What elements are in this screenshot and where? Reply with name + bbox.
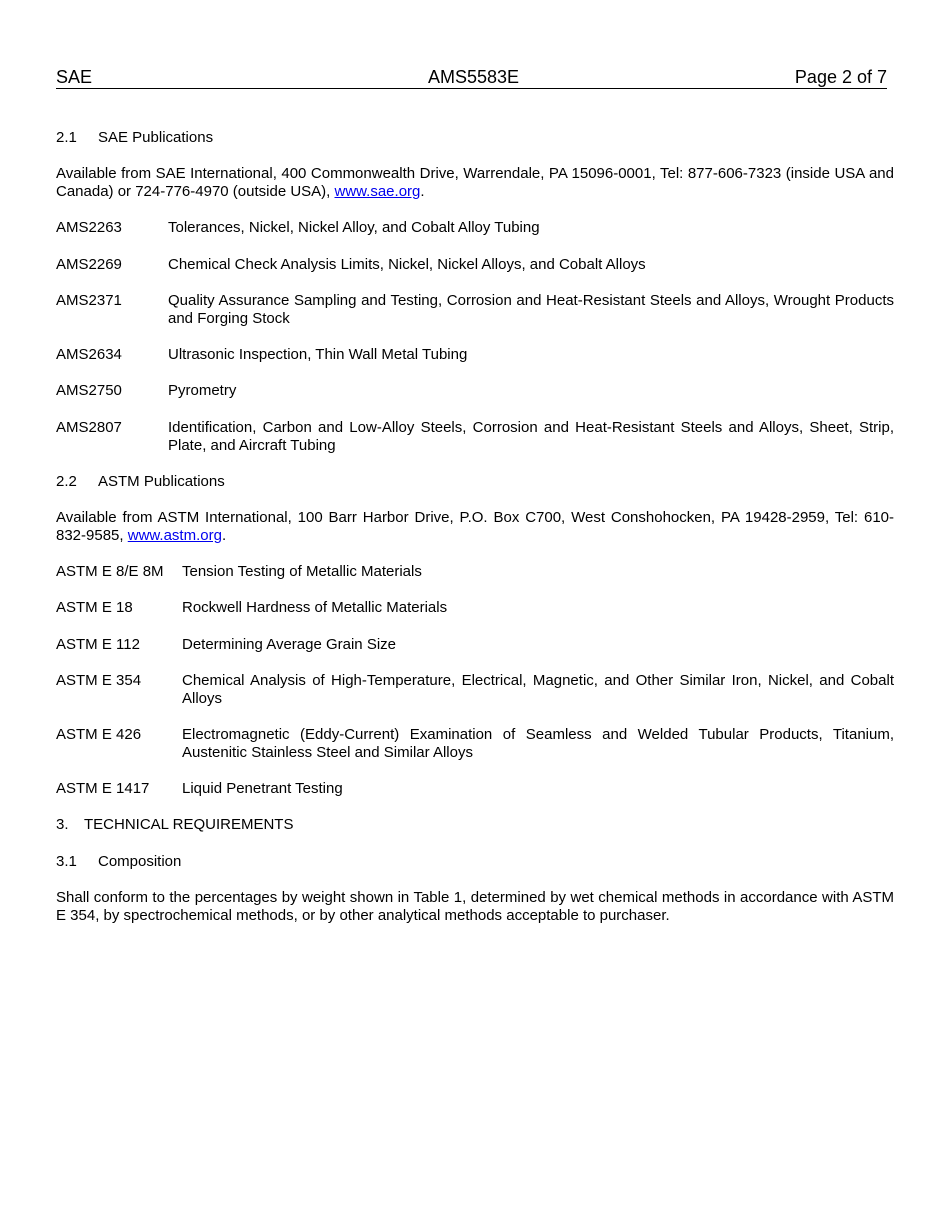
reference-code: AMS2371 bbox=[56, 292, 122, 309]
sae-website-link[interactable]: www.sae.org bbox=[334, 183, 421, 200]
section-heading-3 bbox=[56, 816, 293, 834]
reference-title: Chemical Analysis of High-Temperature, Electrical, Magnetic, and Other Similar Iron, Nickel, and Cobalt Alloys bbox=[182, 672, 894, 707]
reference-code: AMS2750 bbox=[56, 382, 122, 399]
astm-website-link[interactable]: www.astm.org bbox=[127, 527, 222, 544]
page-header bbox=[56, 67, 887, 89]
reference-title: Tension Testing of Metallic Materials bbox=[182, 563, 422, 580]
reference-title: Liquid Penetrant Testing bbox=[182, 780, 343, 797]
reference-title: Determining Average Grain Size bbox=[182, 636, 396, 653]
section-number: 3. bbox=[56, 816, 69, 833]
reference-title: Tolerances, Nickel, Nickel Alloy, and Cobalt Alloy Tubing bbox=[168, 219, 540, 236]
header-page-number: Page 2 of 7 bbox=[794, 67, 887, 87]
reference-title: Chemical Check Analysis Limits, Nickel, Nickel Alloys, and Cobalt Alloys bbox=[168, 256, 646, 273]
section-number: 2.1 bbox=[56, 129, 77, 146]
reference-title: Identification, Carbon and Low-Alloy Steels, Corrosion and Heat-Resistant Steels and Alloys, Sheet, Strip, Plate, and Aircraft Tubing bbox=[168, 419, 894, 454]
reference-title: Pyrometry bbox=[168, 382, 237, 399]
header-doc-number: AMS5583E bbox=[428, 67, 520, 87]
reference-title: Electromagnetic (Eddy-Current) Examination of Seamless and Welded Tubular Products, Titanium, Austenitic Stainless Steel and Similar Alloys bbox=[182, 726, 894, 761]
section-title: TECHNICAL REQUIREMENTS bbox=[84, 816, 294, 833]
reference-code: AMS2634 bbox=[56, 346, 122, 363]
reference-code: ASTM E 1417 bbox=[56, 780, 150, 797]
reference-code: ASTM E 8/E 8M bbox=[56, 563, 164, 580]
section-title: SAE Publications bbox=[98, 129, 214, 146]
section-heading-2-1 bbox=[56, 129, 213, 147]
sae-availability-text: Available from SAE International, 400 Commonwealth Drive, Warrendale, PA 15096-0001, Tel: 877-606-7323 (inside USA and Canada) or 724-776-4970 (outside USA), bbox=[56, 165, 894, 200]
astm-availability-paragraph bbox=[56, 509, 894, 545]
section-number: 3.1 bbox=[56, 853, 77, 870]
section-title: ASTM Publications bbox=[98, 473, 225, 490]
reference-title: Quality Assurance Sampling and Testing, Corrosion and Heat-Resistant Steels and Alloys, Wrought Products and Forging Stock bbox=[168, 292, 894, 327]
composition-paragraph: Shall conform to the percentages by weight shown in Table 1, determined by wet chemical methods in accordance with ASTM E 354, by spectrochemical methods, or by other analytical methods acceptable to purchaser. bbox=[56, 889, 894, 924]
sae-availability-period: . bbox=[420, 183, 425, 200]
reference-code: AMS2269 bbox=[56, 256, 122, 273]
section-number: 2.2 bbox=[56, 473, 77, 490]
reference-code: ASTM E 18 bbox=[56, 599, 133, 616]
reference-title: Ultrasonic Inspection, Thin Wall Metal Tubing bbox=[168, 346, 468, 363]
astm-availability-period: . bbox=[221, 527, 227, 544]
reference-code: ASTM E 354 bbox=[56, 672, 142, 689]
reference-code: ASTM E 112 bbox=[56, 636, 140, 653]
reference-code: ASTM E 426 bbox=[56, 726, 142, 743]
reference-code: AMS2807 bbox=[56, 419, 122, 436]
reference-code: AMS2263 bbox=[56, 219, 122, 236]
section-title: Composition bbox=[98, 853, 182, 870]
reference-title: Rockwell Hardness of Metallic Materials bbox=[182, 599, 448, 616]
header-org: SAE bbox=[56, 67, 93, 87]
section-heading-2-2 bbox=[56, 473, 225, 491]
sae-availability-paragraph bbox=[56, 165, 894, 201]
astm-availability-text: Available from ASTM International, 100 Barr Harbor Drive, P.O. Box C700, West Conshohocken, PA 19428-2959, Tel: 610-832-9585, bbox=[56, 509, 894, 544]
section-heading-3-1 bbox=[56, 853, 181, 871]
